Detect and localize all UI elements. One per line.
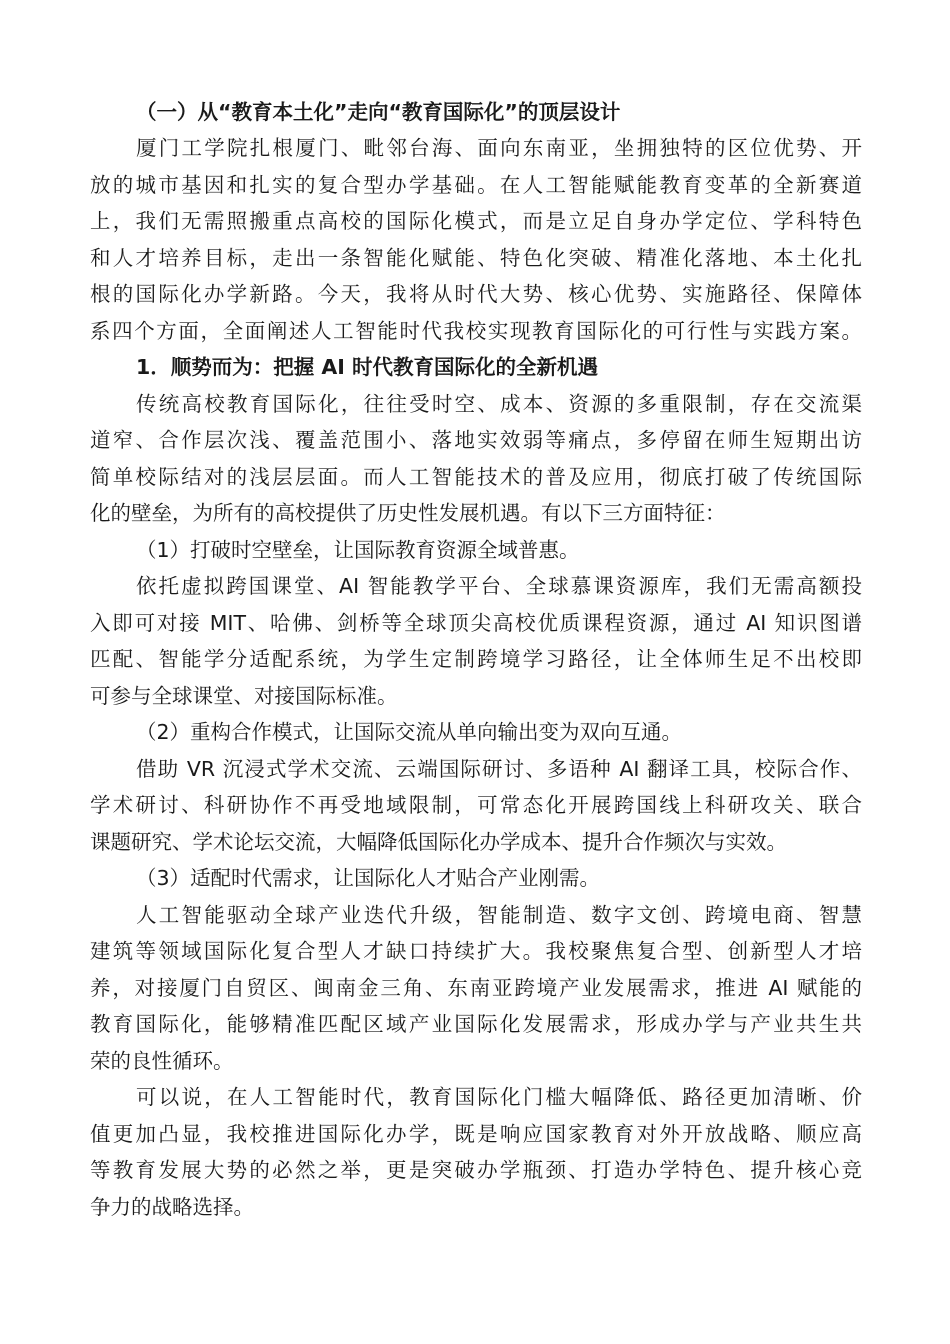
intro-line-6: 系四个方面，全面阐述人工智能时代我校实现教育国际化的可行性与实践方案。 bbox=[90, 319, 862, 343]
point3-line-5: 荣的良性循环。 bbox=[90, 1049, 234, 1073]
section1-line-4: 化的壁垒，为所有的高校提供了历史性发展机遇。有以下三方面特征： bbox=[90, 501, 726, 525]
intro-line-1: 厦门工学院扎根厦门、毗邻台海、面向东南亚，坐拥独特的区位优势、开 bbox=[136, 136, 862, 160]
point2-line-3: 课题研究、学术论坛交流，大幅降低国际化办学成本、提升合作频次与实效。 bbox=[90, 830, 787, 854]
point2-line-1: 借助 VR 沉浸式学术交流、云端国际研讨、多语种 AI 翻译工具，校际合作、 bbox=[136, 757, 862, 781]
point1-line-3: 匹配、智能学分适配系统，为学生定制跨境学习路径，让全体师生足不出校即 bbox=[90, 647, 862, 671]
intro-line-2: 放的城市基因和扎实的复合型办学基础。在人工智能赋能教育变革的全新赛道 bbox=[90, 173, 862, 197]
section-heading: （一）从“教育本土化”走向“教育国际化”的顶层设计 bbox=[136, 100, 621, 124]
point2-line-2: 学术研讨、科研协作不再受地域限制，可常态化开展跨国线上科研攻关、联合 bbox=[90, 793, 862, 817]
point3-line-3: 养，对接厦门自贸区、闽南金三角、东南亚跨境产业发展需求，推进 AI 赋能的 bbox=[90, 976, 862, 1000]
section1-title: 1．顺势而为：把握 AI 时代教育国际化的全新机遇 bbox=[136, 355, 599, 379]
conclusion-line-1: 可以说，在人工智能时代，教育国际化门槛大幅降低、路径更加清晰、价 bbox=[136, 1085, 862, 1109]
conclusion-line-2: 值更加凸显，我校推进国际化办学，既是响应国家教育对外开放战略、顺应高 bbox=[90, 1122, 862, 1146]
intro-line-3: 上，我们无需照搬重点高校的国际化模式，而是立足自身办学定位、学科特色 bbox=[90, 209, 862, 233]
conclusion-line-4: 争力的战略选择。 bbox=[90, 1195, 254, 1219]
point1-title: （1）打破时空壁垒，让国际教育资源全域普惠。 bbox=[136, 538, 580, 562]
section1-line-1: 传统高校教育国际化，往往受时空、成本、资源的多重限制，存在交流渠 bbox=[136, 392, 862, 416]
section1-line-3: 简单校际结对的浅层层面。而人工智能技术的普及应用，彻底打破了传统国际 bbox=[90, 465, 862, 489]
intro-line-5: 根的国际化办学新路。今天，我将从时代大势、核心优势、实施路径、保障体 bbox=[90, 282, 862, 306]
point3-line-1: 人工智能驱动全球产业迭代升级，智能制造、数字文创、跨境电商、智慧 bbox=[136, 903, 862, 927]
point1-line-1: 依托虚拟跨国课堂、AI 智能教学平台、全球慕课资源库，我们无需高额投 bbox=[136, 574, 862, 598]
section1-line-2: 道窄、合作层次浅、覆盖范围小、落地实效弱等痛点，多停留在师生短期出访 bbox=[90, 428, 862, 452]
point2-title: （2）重构合作模式，让国际交流从单向输出变为双向互通。 bbox=[136, 720, 683, 744]
point1-line-4: 可参与全球课堂、对接国际标准。 bbox=[90, 684, 398, 708]
conclusion-line-3: 等教育发展大势的必然之举，更是突破办学瓶颈、打造办学特色、提升核心竞 bbox=[90, 1158, 862, 1182]
intro-line-4: 和人才培养目标，走出一条智能化赋能、特色化突破、精准化落地、本土化扎 bbox=[90, 246, 862, 270]
point3-line-2: 建筑等领域国际化复合型人才缺口持续扩大。我校聚焦复合型、创新型人才培 bbox=[90, 939, 862, 963]
point1-line-2: 入即可对接 MIT、哈佛、剑桥等全球顶尖高校优质课程资源，通过 AI 知识图谱 bbox=[90, 611, 862, 635]
point3-line-4: 教育国际化，能够精准匹配区域产业国际化发展需求，形成办学与产业共生共 bbox=[90, 1012, 862, 1036]
point3-title: （3）适配时代需求，让国际化人才贴合产业刚需。 bbox=[136, 866, 601, 890]
